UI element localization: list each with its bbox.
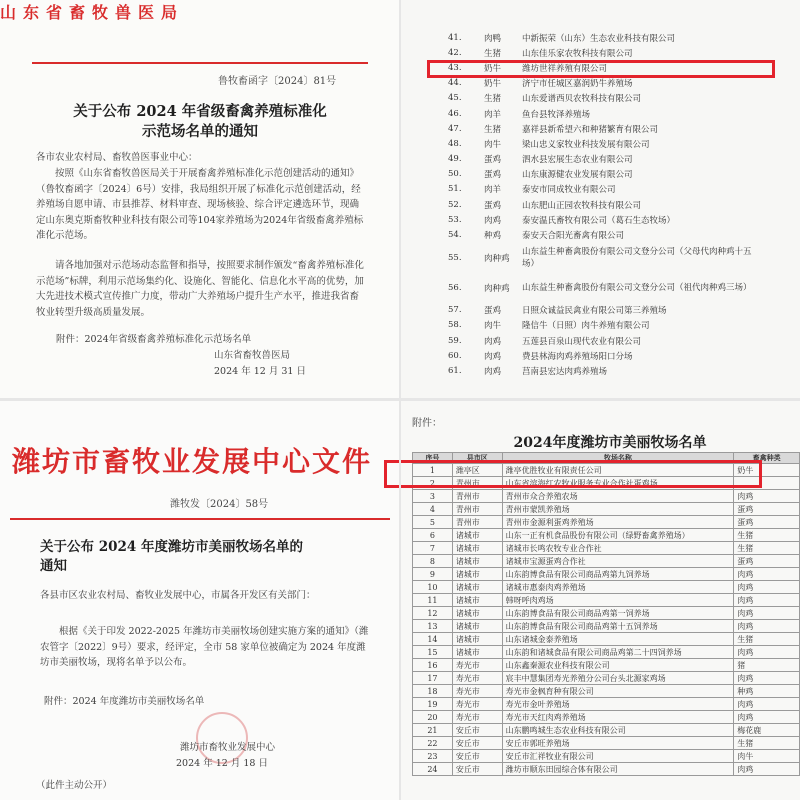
table-cell: 诸城市 <box>452 607 502 620</box>
table-cell: 安丘市 <box>452 724 502 737</box>
table-cell: 安丘市郭旺养殖场 <box>502 737 734 750</box>
list-row <box>448 197 752 212</box>
table-row <box>413 529 800 542</box>
list-cell-type: 肉羊 <box>484 185 502 196</box>
recipient-line: 各市农业农村局、畜牧兽医事业中心： <box>36 152 198 163</box>
table-cell: 24 <box>413 763 453 776</box>
list-cell-name: 济宁市任城区嘉润奶牛养殖场 <box>522 79 633 90</box>
table-cell: 肉鸡 <box>734 607 800 620</box>
list-cell-name: 山东益生种畜禽股份有限公司文登分公司（父母代肉种鸡十五场） <box>522 246 752 269</box>
list-cell-num: 51. <box>448 184 462 195</box>
red-divider <box>32 62 368 64</box>
list-cell-num: 59. <box>448 335 462 346</box>
list-cell-num: 50. <box>448 169 462 180</box>
table-cell: 19 <box>413 698 453 711</box>
list-cell-type: 蛋鸡 <box>484 200 502 211</box>
list-cell-name: 泰安温氏畜牧有限公司（葛石生态牧场） <box>522 215 676 226</box>
table-row <box>413 763 800 776</box>
table-cell: 7 <box>413 542 453 555</box>
table-cell: 12 <box>413 607 453 620</box>
list-cell-num: 56. <box>448 282 462 293</box>
table-cell: 22 <box>413 737 453 750</box>
list-cell-type: 蛋鸡 <box>484 306 502 317</box>
table-row <box>413 620 800 633</box>
list-cell-num: 45. <box>448 93 462 104</box>
table-cell: 诸城市宝源蛋鸡合作社 <box>502 555 734 568</box>
table-cell: 诸城市 <box>452 620 502 633</box>
table-cell: 梅花鹿 <box>734 724 800 737</box>
list-row <box>448 106 752 121</box>
signing-date: 2024 年 12 月 31 日 <box>214 366 306 377</box>
body-paragraph-1: 根据《关于印发 2022-2025 年潍坊市美丽牧场创建实施方案的通知》（潍农管字〔2022〕9号）要求，经评定，全市 58 家单位被确定为 2024 年度潍坊市美丽牧场，现将名单予以公布。 <box>40 626 369 668</box>
table-cell: 13 <box>413 620 453 633</box>
table-cell: 14 <box>413 633 453 646</box>
list-row <box>448 227 752 242</box>
table-cell: 山东一正有机食品股份有限公司（绿野畜禽养殖场） <box>502 529 734 542</box>
table-cell: 肉鸡 <box>734 620 800 633</box>
list-row <box>448 333 752 348</box>
list-cell-name: 梁山忠义家牧业科技发展有限公司 <box>522 139 650 150</box>
list-cell-num: 53. <box>448 214 462 225</box>
table-cell: 寿光市金叶养殖场 <box>502 698 734 711</box>
list-cell-name: 山东佳乐家农牧科技有限公司 <box>522 48 633 59</box>
table-cell: 蛋鸡 <box>734 516 800 529</box>
table-cell: 奶牛 <box>734 464 800 477</box>
table-cell: 诸城市 <box>452 542 502 555</box>
table-cell: 山东韵博食品有限公司商品鸡第一饲养场 <box>502 607 734 620</box>
list-row <box>448 136 752 151</box>
list-row <box>448 91 752 106</box>
table-cell: 10 <box>413 581 453 594</box>
table-cell: 山东省滨海红农牧业服务专业合作社蛋鸡场 <box>502 477 734 490</box>
column-header: 序号 <box>413 453 453 464</box>
list-cell-name: 泰安市同成牧业有限公司 <box>522 185 616 196</box>
agency-title: 山东省畜牧兽医局 <box>0 3 185 22</box>
table-cell: 寿光市 <box>452 711 502 724</box>
document-number: 鲁牧畜函字〔2024〕81号 <box>218 76 337 87</box>
table-cell: 安丘市 <box>452 750 502 763</box>
table-title: 2024年度潍坊市美丽牧场名单 <box>513 435 707 451</box>
table-cell: 生猪 <box>734 633 800 646</box>
table-cell: 韩呀呼肉鸡场 <box>502 594 734 607</box>
table-cell: 诸城市 <box>452 633 502 646</box>
list-cell-type: 种鸡 <box>484 231 502 242</box>
table-cell: 11 <box>413 594 453 607</box>
table-cell: 生猪 <box>734 737 800 750</box>
agency-title: 潍坊市畜牧业发展中心文件 <box>12 445 373 478</box>
table-cell: 肉鸡 <box>734 698 800 711</box>
table-cell: 生猪 <box>734 529 800 542</box>
list-cell-name: 山东益生种畜禽股份有限公司文登分公司（祖代肉种鸡三场） <box>522 282 752 293</box>
list-cell-name: 泰安天合阳光畜禽有限公司 <box>522 231 625 242</box>
panel-divider-horizontal <box>0 398 800 401</box>
column-header: 畜禽种类 <box>734 453 800 464</box>
table-cell: 寿光市 <box>452 685 502 698</box>
table-cell: 寿光市天红肉鸡养殖场 <box>502 711 734 724</box>
list-row <box>448 182 752 197</box>
list-row <box>448 348 752 363</box>
list-row <box>448 318 752 333</box>
list-cell-type: 肉鸡 <box>484 336 502 347</box>
attachment-line: 附件：2024 年度潍坊市美丽牧场名单 <box>44 696 205 707</box>
table-row <box>413 490 800 503</box>
table-cell: 肉牛 <box>734 750 800 763</box>
list-cell-num: 58. <box>448 320 462 331</box>
notice-title-line-1: 关于公布 2024 年省级畜禽养殖标准化 <box>73 103 327 120</box>
list-cell-num: 41. <box>448 32 462 43</box>
table-cell: 山东韵博食品有限公司商品鸡第九饲养场 <box>502 568 734 581</box>
table-row <box>413 581 800 594</box>
column-header: 牧场名称 <box>502 453 734 464</box>
list-cell-type: 奶牛 <box>484 63 502 74</box>
list-cell-name: 潍坊世祥养殖有限公司 <box>522 63 608 74</box>
table-cell: 山东鑫秦源农业科技有限公司 <box>502 659 734 672</box>
table-cell: 诸城市 <box>452 581 502 594</box>
table-cell: 20 <box>413 711 453 724</box>
list-cell-type: 生猪 <box>484 48 502 59</box>
list-cell-name: 中新振荣（山东）生态农业科技有限公司 <box>522 33 676 44</box>
table-row <box>413 659 800 672</box>
table-row <box>413 568 800 581</box>
list-cell-name: 泗水县宏展生态农业有限公司 <box>522 155 633 166</box>
list-row <box>448 212 752 227</box>
list-cell-name: 隆信牛（日照）肉牛养殖有限公司 <box>522 321 650 332</box>
list-cell-name: 嘉祥县新希望六和种猪繁育有限公司 <box>522 124 659 135</box>
table-cell: 16 <box>413 659 453 672</box>
list-row <box>448 243 752 273</box>
table-cell: 15 <box>413 646 453 659</box>
document-number: 潍牧发〔2024〕58号 <box>170 499 269 510</box>
list-cell-name: 山东肥山正园农牧科技有限公司 <box>522 200 642 211</box>
table-cell: 宸丰中慧集团寿光养殖分公司台头北源家鸡场 <box>502 672 734 685</box>
list-cell-num: 47. <box>448 123 462 134</box>
table-cell: 潍亭优胜牧业有限责任公司 <box>502 464 734 477</box>
list-cell-type: 肉牛 <box>484 321 502 332</box>
table-cell: 4 <box>413 503 453 516</box>
table-row <box>413 633 800 646</box>
list-cell-type: 肉羊 <box>484 109 502 120</box>
demonstration-farm-list <box>448 30 752 379</box>
list-cell-num: 61. <box>448 365 462 376</box>
list-cell-num: 55. <box>448 252 462 263</box>
list-cell-type: 肉鸡 <box>484 366 502 377</box>
list-cell-name: 日照众诚益民禽业有限公司第三养殖场 <box>522 306 667 317</box>
table-cell: 诸城市 <box>452 646 502 659</box>
table-cell: 肉鸡 <box>734 711 800 724</box>
red-divider <box>10 518 390 520</box>
table-row <box>413 516 800 529</box>
list-row <box>448 30 752 45</box>
notice-title-line-2: 示范场名单的通知 <box>142 123 258 140</box>
table-row <box>413 724 800 737</box>
table-cell: 山东韵和诸城食品有限公司商品鸡第二十四饲养场 <box>502 646 734 659</box>
list-cell-name: 山东爱谱西贝农牧科技有限公司 <box>522 94 642 105</box>
list-cell-num: 49. <box>448 154 462 165</box>
notice-title-line-2: 通知 <box>40 558 67 574</box>
list-cell-num: 60. <box>448 350 462 361</box>
table-cell: 山东诸城金泰养殖场 <box>502 633 734 646</box>
table-row <box>413 711 800 724</box>
table-cell: 17 <box>413 672 453 685</box>
table-cell: 8 <box>413 555 453 568</box>
table-cell: 6 <box>413 529 453 542</box>
signing-date: 2024 年 12 月 18 日 <box>176 758 268 769</box>
highlight-box <box>427 60 775 78</box>
list-cell-name: 山东康源健农业发展有限公司 <box>522 170 633 181</box>
table-row <box>413 737 800 750</box>
attachment-label: 附件： <box>412 418 442 429</box>
table-cell: 诸城市惠泰肉鸡养殖场 <box>502 581 734 594</box>
signing-organization: 山东省畜牧兽医局 <box>214 350 291 361</box>
table-row <box>413 698 800 711</box>
table-cell: 安丘市 <box>452 737 502 750</box>
list-cell-num: 46. <box>448 108 462 119</box>
table-cell: 诸城市长鸣农牧专业合作社 <box>502 542 734 555</box>
list-cell-name: 五莲县百泉山现代农业有限公司 <box>522 336 642 347</box>
notice-title <box>50 102 350 142</box>
table-row <box>413 672 800 685</box>
table-cell: 种鸡 <box>734 685 800 698</box>
table-cell: 寿光市 <box>452 659 502 672</box>
list-row <box>448 167 752 182</box>
table-cell: 寿光市金枫育种有限公司 <box>502 685 734 698</box>
list-cell-name: 鱼台县牧泽养殖场 <box>522 109 591 120</box>
table-cell: 青州市 <box>452 503 502 516</box>
table-cell: 寿光市 <box>452 698 502 711</box>
table-cell: 肉鸡 <box>734 672 800 685</box>
table-cell: 生猪 <box>734 542 800 555</box>
table-row <box>413 542 800 555</box>
list-cell-num: 48. <box>448 138 462 149</box>
list-cell-num: 52. <box>448 199 462 210</box>
list-cell-type: 蛋鸡 <box>484 170 502 181</box>
list-cell-type: 肉种鸡 <box>484 283 510 294</box>
public-disclosure-note: （此件主动公开） <box>36 780 113 791</box>
beautiful-farm-table <box>412 452 800 776</box>
list-cell-num: 44. <box>448 78 462 89</box>
list-cell-type: 奶牛 <box>484 79 502 90</box>
table-cell: 肉鸡 <box>734 568 800 581</box>
table-row <box>413 607 800 620</box>
list-cell-num: 43. <box>448 62 462 73</box>
table-cell: 青州市 <box>452 490 502 503</box>
recipient-line: 各县市区农业农村局、畜牧业发展中心，市属各开发区有关部门： <box>40 590 316 601</box>
table-cell: 安丘市汇祥牧业有限公司 <box>502 750 734 763</box>
table-cell: 3 <box>413 490 453 503</box>
table-cell: 21 <box>413 724 453 737</box>
list-cell-name: 费县林海肉鸡养殖场阳口分场 <box>522 351 633 362</box>
list-row <box>448 273 752 303</box>
table-cell: 潍亭区 <box>452 464 502 477</box>
body-paragraph-2: 请各地加强对示范场动态监督和指导，按照要求制作颁发“畜禽养殖标准化示范场”标牌，利用示范场集约化、设施化、智能化、信息化水平高的优势，加大先进技术模式宣传推广力度，带动广大养殖场户提升生产水平，推进我省畜牧业转型升级高质量发展。 <box>36 260 364 318</box>
list-cell-type: 生猪 <box>484 94 502 105</box>
list-row <box>448 45 752 60</box>
body-paragraph-1: 按照《山东省畜牧兽医局关于开展畜禽养殖标准化示范创建活动的通知》（鲁牧畜函字〔2024〕6号）安排，我局组织开展了标准化示范创建活动，经养殖场自愿申请、市县推荐、材料审查、现场核验、综合评定遴选环节，现确定山东奥克斯畜牧种业科技有限公司等104家养殖场为2024年省级畜禽养殖标准化示范场。 <box>36 168 364 241</box>
table-cell: 青州市 <box>452 516 502 529</box>
list-cell-type: 肉鸡 <box>484 351 502 362</box>
column-header: 县市区 <box>452 453 502 464</box>
table-cell: 肉鸡 <box>734 594 800 607</box>
list-row <box>448 363 752 378</box>
signing-organization: 潍坊市畜牧业发展中心 <box>180 742 276 753</box>
table-cell: 青州市 <box>452 477 502 490</box>
list-row <box>448 152 752 167</box>
list-cell-type: 肉牛 <box>484 139 502 150</box>
table-row <box>413 646 800 659</box>
table-row <box>413 555 800 568</box>
table-cell: 青州市众合养殖农场 <box>502 490 734 503</box>
table-cell: 2 <box>413 477 453 490</box>
table-cell: 安丘市 <box>452 763 502 776</box>
list-cell-num: 57. <box>448 305 462 316</box>
table-cell: 1 <box>413 464 453 477</box>
table-cell: 诸城市 <box>452 594 502 607</box>
table-cell: 猪 <box>734 659 800 672</box>
list-cell-type: 肉鸭 <box>484 33 502 44</box>
table-cell: 潍坊市顺东田园综合体有限公司 <box>502 763 734 776</box>
table-cell: 寿光市 <box>452 672 502 685</box>
table-cell: 诸城市 <box>452 555 502 568</box>
table-cell: 肉鸡 <box>734 763 800 776</box>
table-cell: 山东韵博食品有限公司商品鸡第十五饲养场 <box>502 620 734 633</box>
table-cell: 5 <box>413 516 453 529</box>
table-cell: 肉鸡 <box>734 490 800 503</box>
table-row <box>413 685 800 698</box>
list-cell-type: 蛋鸡 <box>484 155 502 166</box>
table-cell: 蛋鸡 <box>734 555 800 568</box>
highlight-box <box>384 460 762 488</box>
list-cell-num: 54. <box>448 230 462 241</box>
table-row <box>413 750 800 763</box>
table-cell: 肉鸡 <box>734 581 800 594</box>
table-cell: 23 <box>413 750 453 763</box>
list-row <box>448 121 752 136</box>
table-cell: 青州市金源利蛋鸡养殖场 <box>502 516 734 529</box>
list-row <box>448 303 752 318</box>
table-cell: 18 <box>413 685 453 698</box>
list-cell-name: 莒南县宏达肉鸡养殖场 <box>522 366 608 377</box>
table-row <box>413 503 800 516</box>
table-cell: 诸城市 <box>452 568 502 581</box>
table-cell: 9 <box>413 568 453 581</box>
attachment-line: 附件：2024年省级畜禽养殖标准化示范场名单 <box>56 334 252 345</box>
table-cell: 肉鸡 <box>734 646 800 659</box>
notice-title-line-1: 关于公布 2024 年度潍坊市美丽牧场名单的 <box>40 539 303 555</box>
table-cell: 诸城市 <box>452 529 502 542</box>
table-cell: 蛋鸡 <box>734 503 800 516</box>
list-cell-type: 生猪 <box>484 124 502 135</box>
list-cell-type: 肉种鸡 <box>484 253 510 264</box>
notice-title <box>40 538 360 576</box>
table-row <box>413 594 800 607</box>
table-cell: 山东鹏鸣城生态农业科技有限公司 <box>502 724 734 737</box>
list-cell-num: 42. <box>448 47 462 58</box>
table-cell: 青州市蒙凯养殖场 <box>502 503 734 516</box>
list-cell-type: 肉鸡 <box>484 215 502 226</box>
